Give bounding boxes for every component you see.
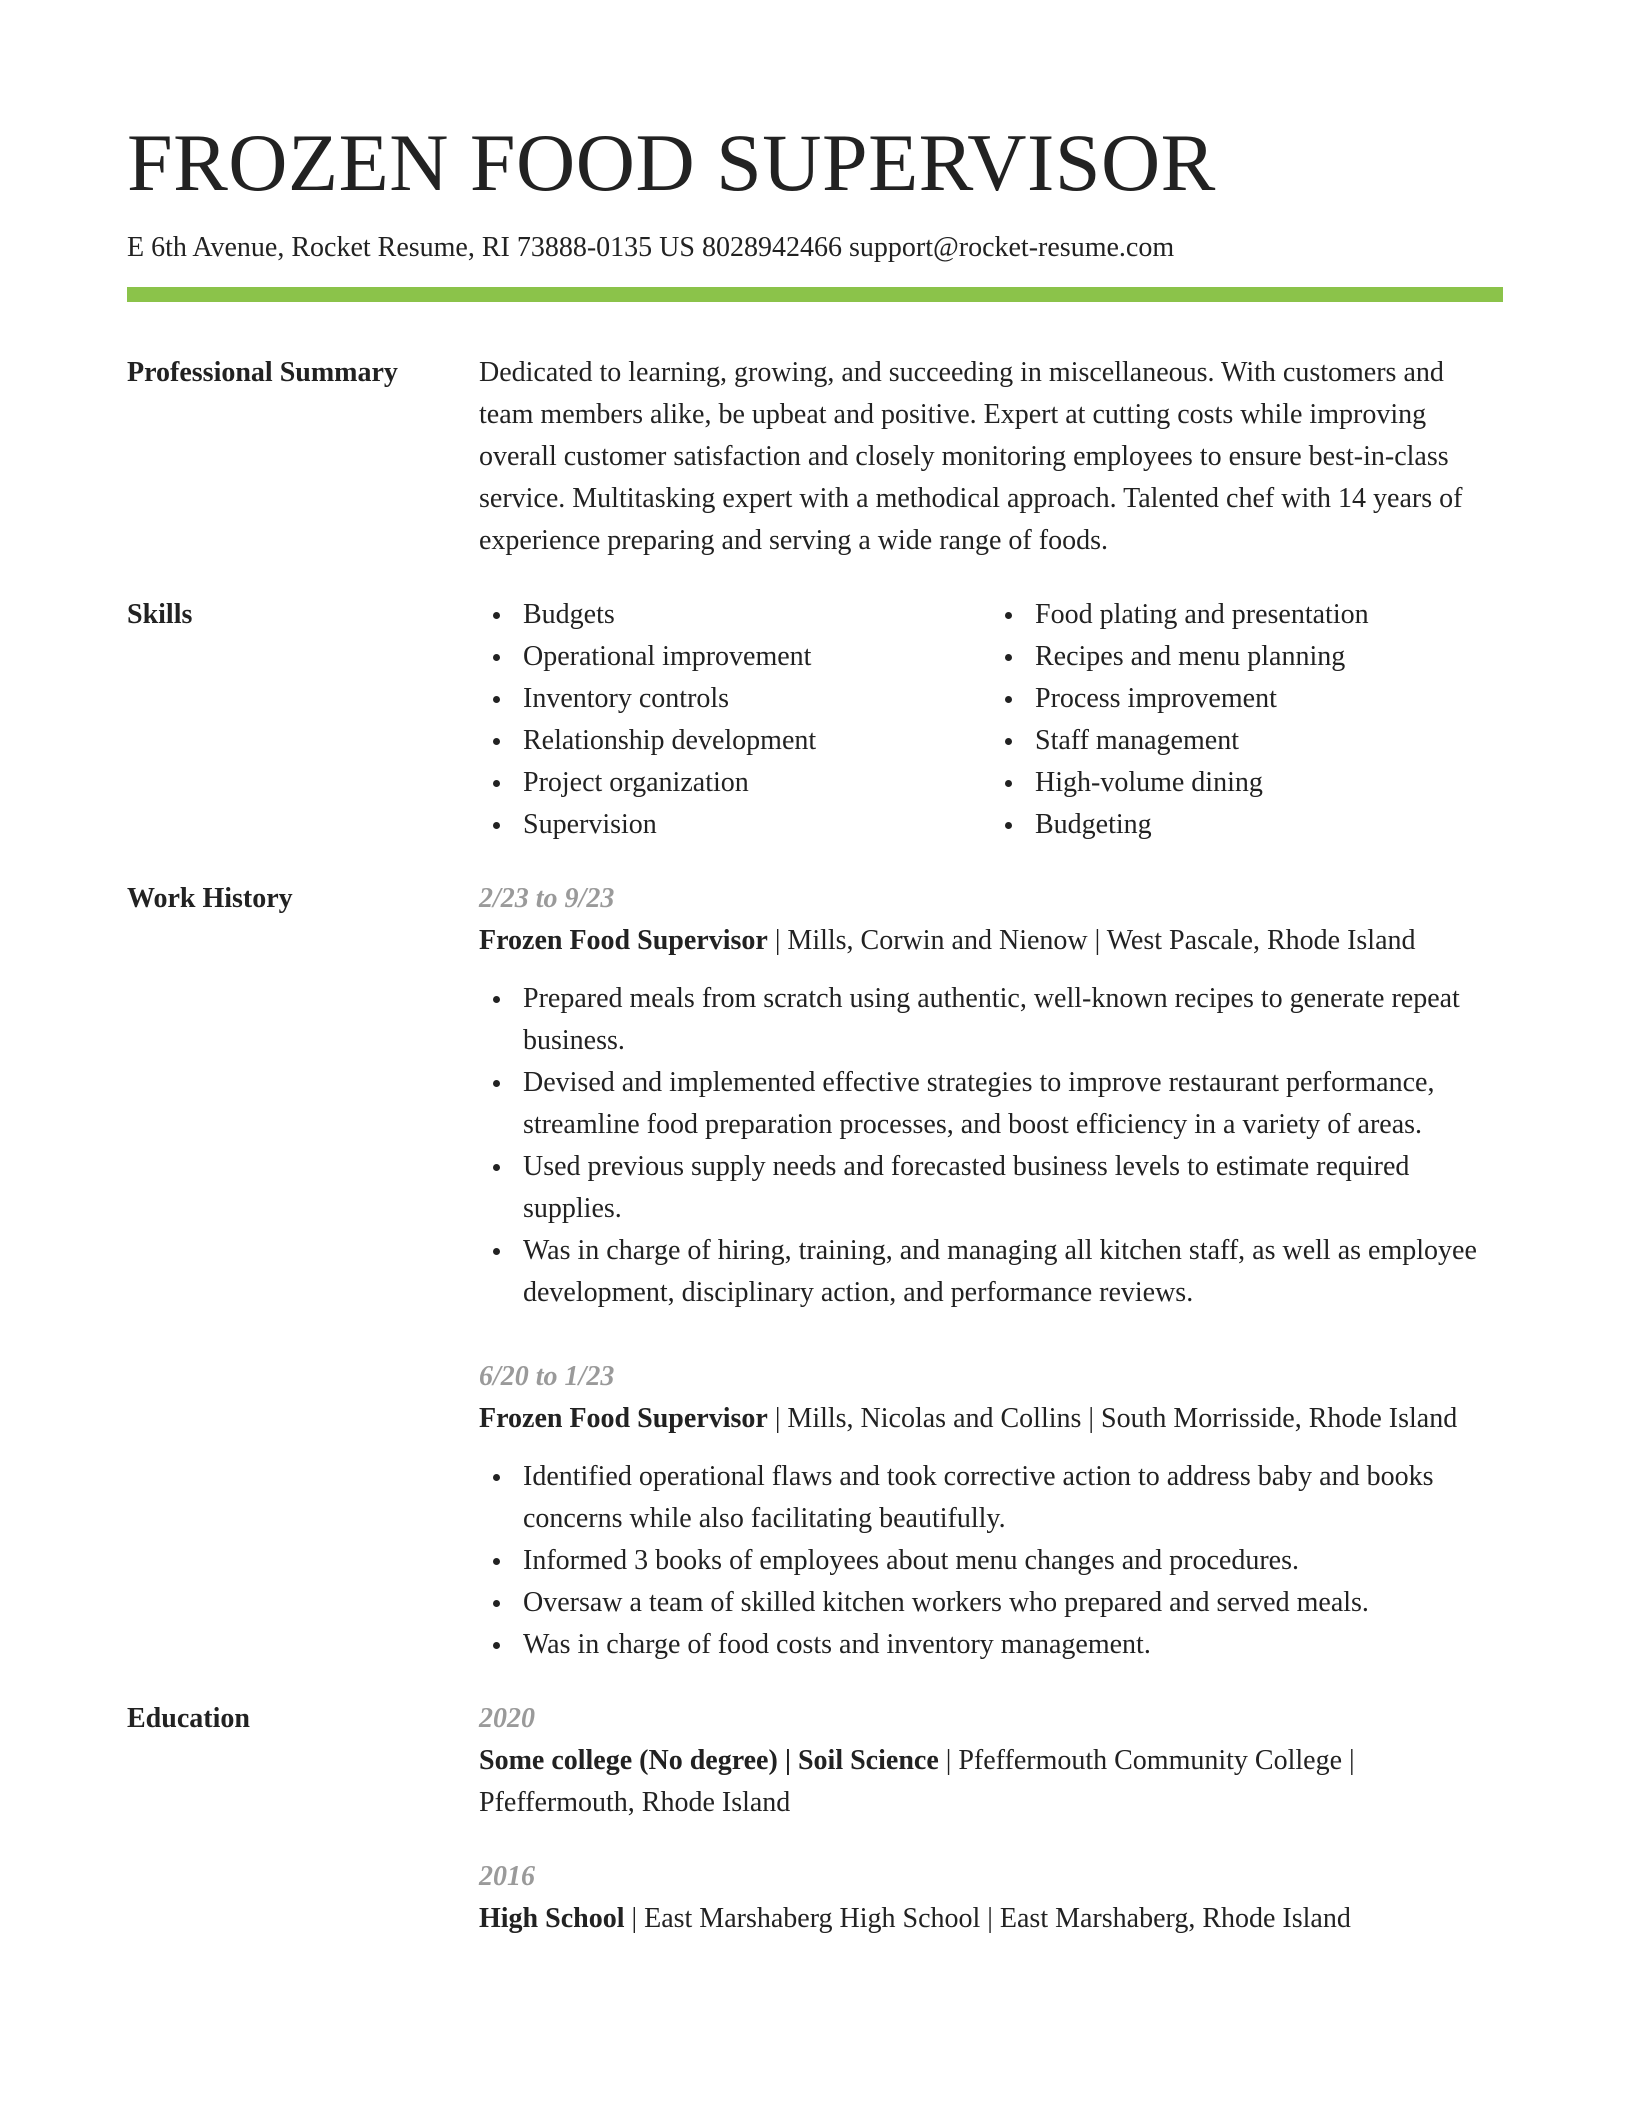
summary-text: Dedicated to learning, growing, and succeeding in miscellaneous. With customers and team members alike, be upbeat and positive. Expert at cutting costs while improving overall customer satisfaction and closely monitoring employees to ensure best-in-class service. Multitasking expert with a methodical approach. Talented chef with 14 years of experience preparing and serving a wide range of foods. — [479, 356, 1463, 556]
job-entry — [479, 1356, 1503, 1666]
job-details: | Mills, Nicolas and Collins | South Morrisside, Rhode Island — [767, 1402, 1458, 1434]
job-title-line — [479, 1398, 1503, 1440]
job-dates: 6/20 to 1/23 — [479, 1360, 615, 1392]
skills-section — [127, 594, 1503, 846]
job-bullets — [479, 1456, 1503, 1666]
job-bullet: Devised and implemented effective strategies to improve restaurant performance, streamline food preparation processes, and boost efficiency in a variety of areas. — [479, 1062, 1503, 1146]
education-details: | Pfeffermouth Community College | Pfeffermouth, Rhode Island — [479, 1744, 1355, 1818]
skill-item: Food plating and presentation — [991, 594, 1503, 636]
skill-item: Budgets — [479, 594, 991, 636]
contact-line: E 6th Avenue, Rocket Resume, RI 73888-0135 US 8028942466 support@rocket-resume.com — [127, 232, 1175, 264]
education-degree: Some college (No degree) | Soil Science — [479, 1744, 939, 1776]
education-entry — [479, 1698, 1503, 1824]
education-body — [479, 1698, 1503, 1940]
resume-page — [127, 118, 1503, 1940]
skill-item: Staff management — [991, 720, 1503, 762]
job-bullet: Identified operational flaws and took corrective action to address baby and books concerns while also facilitating beautifully. — [479, 1456, 1503, 1540]
job-details: | Mills, Corwin and Nienow | West Pascale, Rhode Island — [767, 924, 1416, 956]
job-title: Frozen Food Supervisor — [479, 924, 768, 956]
summary-heading: Professional Summary — [127, 356, 398, 388]
skills-column-left — [479, 594, 991, 846]
job-title: Frozen Food Supervisor — [479, 1402, 768, 1434]
education-details: | East Marshaberg High School | East Marshaberg, Rhode Island — [624, 1902, 1351, 1934]
work-history-heading: Work History — [127, 882, 293, 914]
job-bullet: Used previous supply needs and forecasted business levels to estimate required supplies. — [479, 1146, 1503, 1230]
job-bullet: Was in charge of hiring, training, and managing all kitchen staff, as well as employee development, disciplinary action, and performance reviews. — [479, 1230, 1503, 1314]
job-bullet: Was in charge of food costs and inventory management. — [479, 1624, 1503, 1666]
education-year: 2016 — [479, 1860, 535, 1892]
skill-item: Relationship development — [479, 720, 991, 762]
job-dates: 2/23 to 9/23 — [479, 882, 615, 914]
education-year: 2020 — [479, 1702, 535, 1734]
resume-title: FROZEN FOOD SUPERVISOR — [127, 117, 1216, 208]
work-history-body — [479, 878, 1503, 1666]
work-history-section — [127, 878, 1503, 1666]
skill-item: Recipes and menu planning — [991, 636, 1503, 678]
job-bullets — [479, 978, 1503, 1314]
skill-item: Operational improvement — [479, 636, 991, 678]
skills-heading: Skills — [127, 598, 193, 630]
job-bullet: Prepared meals from scratch using authentic, well-known recipes to generate repeat business. — [479, 978, 1503, 1062]
job-bullet: Informed 3 books of employees about menu changes and procedures. — [479, 1540, 1503, 1582]
education-line — [479, 1898, 1503, 1940]
skill-item: High-volume dining — [991, 762, 1503, 804]
education-section — [127, 1698, 1503, 1940]
skill-item: Inventory controls — [479, 678, 991, 720]
education-line — [479, 1740, 1503, 1824]
job-title-line — [479, 920, 1503, 962]
summary-section — [127, 352, 1503, 562]
education-entry — [479, 1856, 1503, 1940]
skill-item: Budgeting — [991, 804, 1503, 846]
skill-item: Process improvement — [991, 678, 1503, 720]
skills-grid — [479, 594, 1503, 846]
education-degree: High School — [479, 1902, 625, 1934]
job-entry — [479, 878, 1503, 1314]
education-heading: Education — [127, 1702, 250, 1734]
skill-item: Project organization — [479, 762, 991, 804]
skills-column-right — [991, 594, 1503, 846]
skill-item: Supervision — [479, 804, 991, 846]
job-bullet: Oversaw a team of skilled kitchen workers who prepared and served meals. — [479, 1582, 1503, 1624]
accent-divider — [127, 287, 1503, 302]
